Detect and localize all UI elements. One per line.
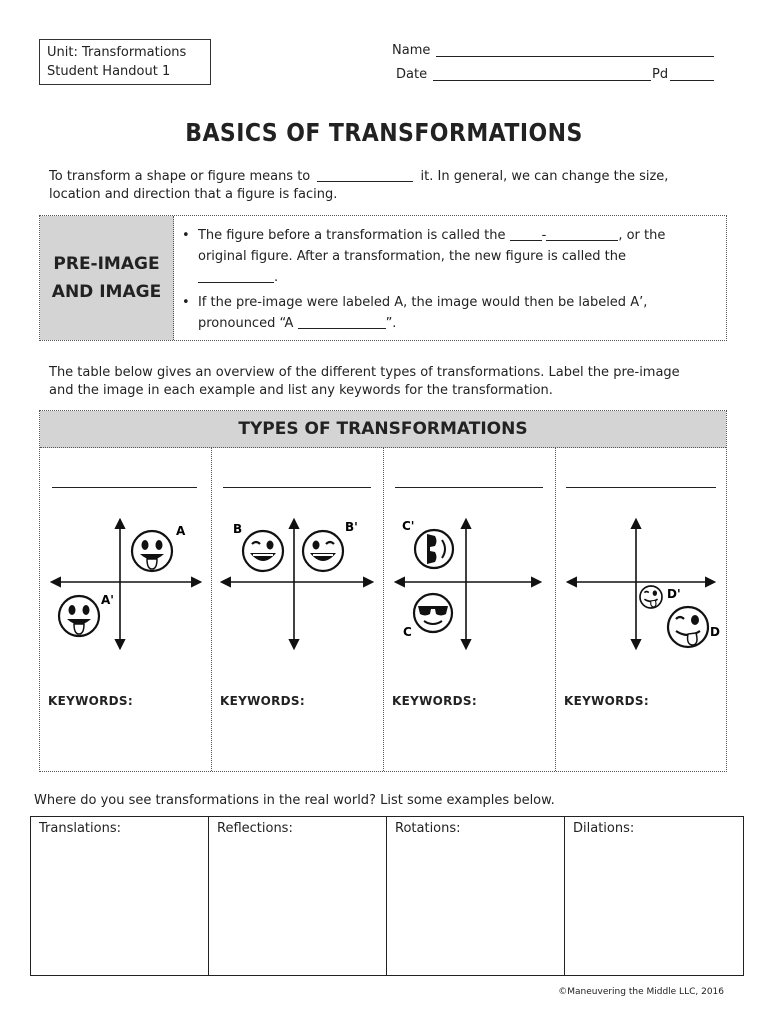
preimage-label-line1: PRE-IMAGE [53, 254, 160, 274]
point-label: D [710, 625, 720, 639]
preimage-label-line2: AND IMAGE [51, 282, 162, 302]
silly-emoji-icon [668, 607, 708, 647]
page-title: BASICS OF TRANSFORMATIONS [185, 118, 583, 147]
reflection-diagram [222, 520, 372, 648]
bullet1-sep: - [541, 228, 547, 243]
keywords-label-2: KEYWORDS: [220, 694, 305, 708]
intro-part2: it. In general, we can change the size, location and direction that a figure is facing. [49, 169, 669, 202]
keywords-label-4: KEYWORDS: [564, 694, 649, 708]
date-label: Date [396, 67, 428, 82]
rotations-header: Rotations: [395, 821, 461, 836]
dilations-header: Dilations: [573, 821, 635, 836]
copyright-footer: ©Maneuvering the Middle LLC, 2016 [558, 987, 724, 997]
bullet1-end: . [274, 270, 279, 285]
dilations-cell[interactable] [565, 816, 743, 976]
unit-title: Unit: Transformations [47, 45, 187, 60]
handout-number: Student Handout 1 [47, 64, 171, 79]
bullet-two: • If the pre-image were labeled A, the image would then be labeled A’, pronounced “A ”. [182, 295, 648, 331]
reflections-cell[interactable] [209, 816, 386, 976]
reflections-header: Reflections: [217, 821, 293, 836]
bullet2-end: ”. [385, 316, 397, 331]
bullet2-text-a: If the pre-image were labeled A, the image would then be labeled A’, [197, 295, 648, 310]
period-label: Pd [652, 67, 669, 82]
bullet1-text-c: original figure. After a transformation, the new figure is called the [198, 249, 626, 264]
types-heading: TYPES OF TRANSFORMATIONS [40, 411, 726, 448]
sunglasses-emoji-icon [415, 530, 453, 568]
intro-part1: To transform a shape or figure means to [49, 169, 311, 184]
silly-emoji-icon [640, 586, 662, 608]
tongue-emoji-icon [132, 531, 172, 571]
point-label: A [176, 524, 186, 538]
point-label: C [403, 625, 412, 639]
rotation-diagram [396, 519, 540, 648]
point-label: B [233, 522, 243, 536]
wink-emoji-icon [243, 531, 283, 571]
sunglasses-emoji-icon [414, 594, 452, 632]
point-label: B' [345, 520, 358, 534]
wink-emoji-icon [303, 531, 343, 571]
bullet1-text-a: The figure before a transformation is called the [197, 228, 506, 243]
translations-cell[interactable] [31, 816, 208, 976]
point-label: A' [101, 593, 114, 607]
translation-diagram [52, 520, 200, 648]
bullet1-text-b: , or the [618, 228, 666, 243]
translations-header: Translations: [39, 821, 121, 836]
bullet2-text-b: pronounced “A [198, 316, 294, 331]
keywords-label-1: KEYWORDS: [48, 694, 133, 708]
point-label: D' [667, 587, 681, 601]
dilation-diagram [568, 520, 720, 648]
keywords-label-3: KEYWORDS: [392, 694, 477, 708]
tongue-emoji-icon [59, 596, 99, 636]
bullet-one: • The figure before a transformation is called the - , or the original figure. After a transformation, the new figure is called the . [182, 225, 712, 288]
overview-text: The table below gives an overview of the different types of transformations. Label the pre-image and the image in each example and list any keywords for the transformation. [49, 365, 680, 398]
real-world-prompt: Where do you see transformations in the real world? List some examples below. [34, 793, 555, 808]
point-label: C' [402, 519, 415, 533]
name-label: Name [392, 43, 431, 58]
rotations-cell[interactable] [387, 816, 564, 976]
